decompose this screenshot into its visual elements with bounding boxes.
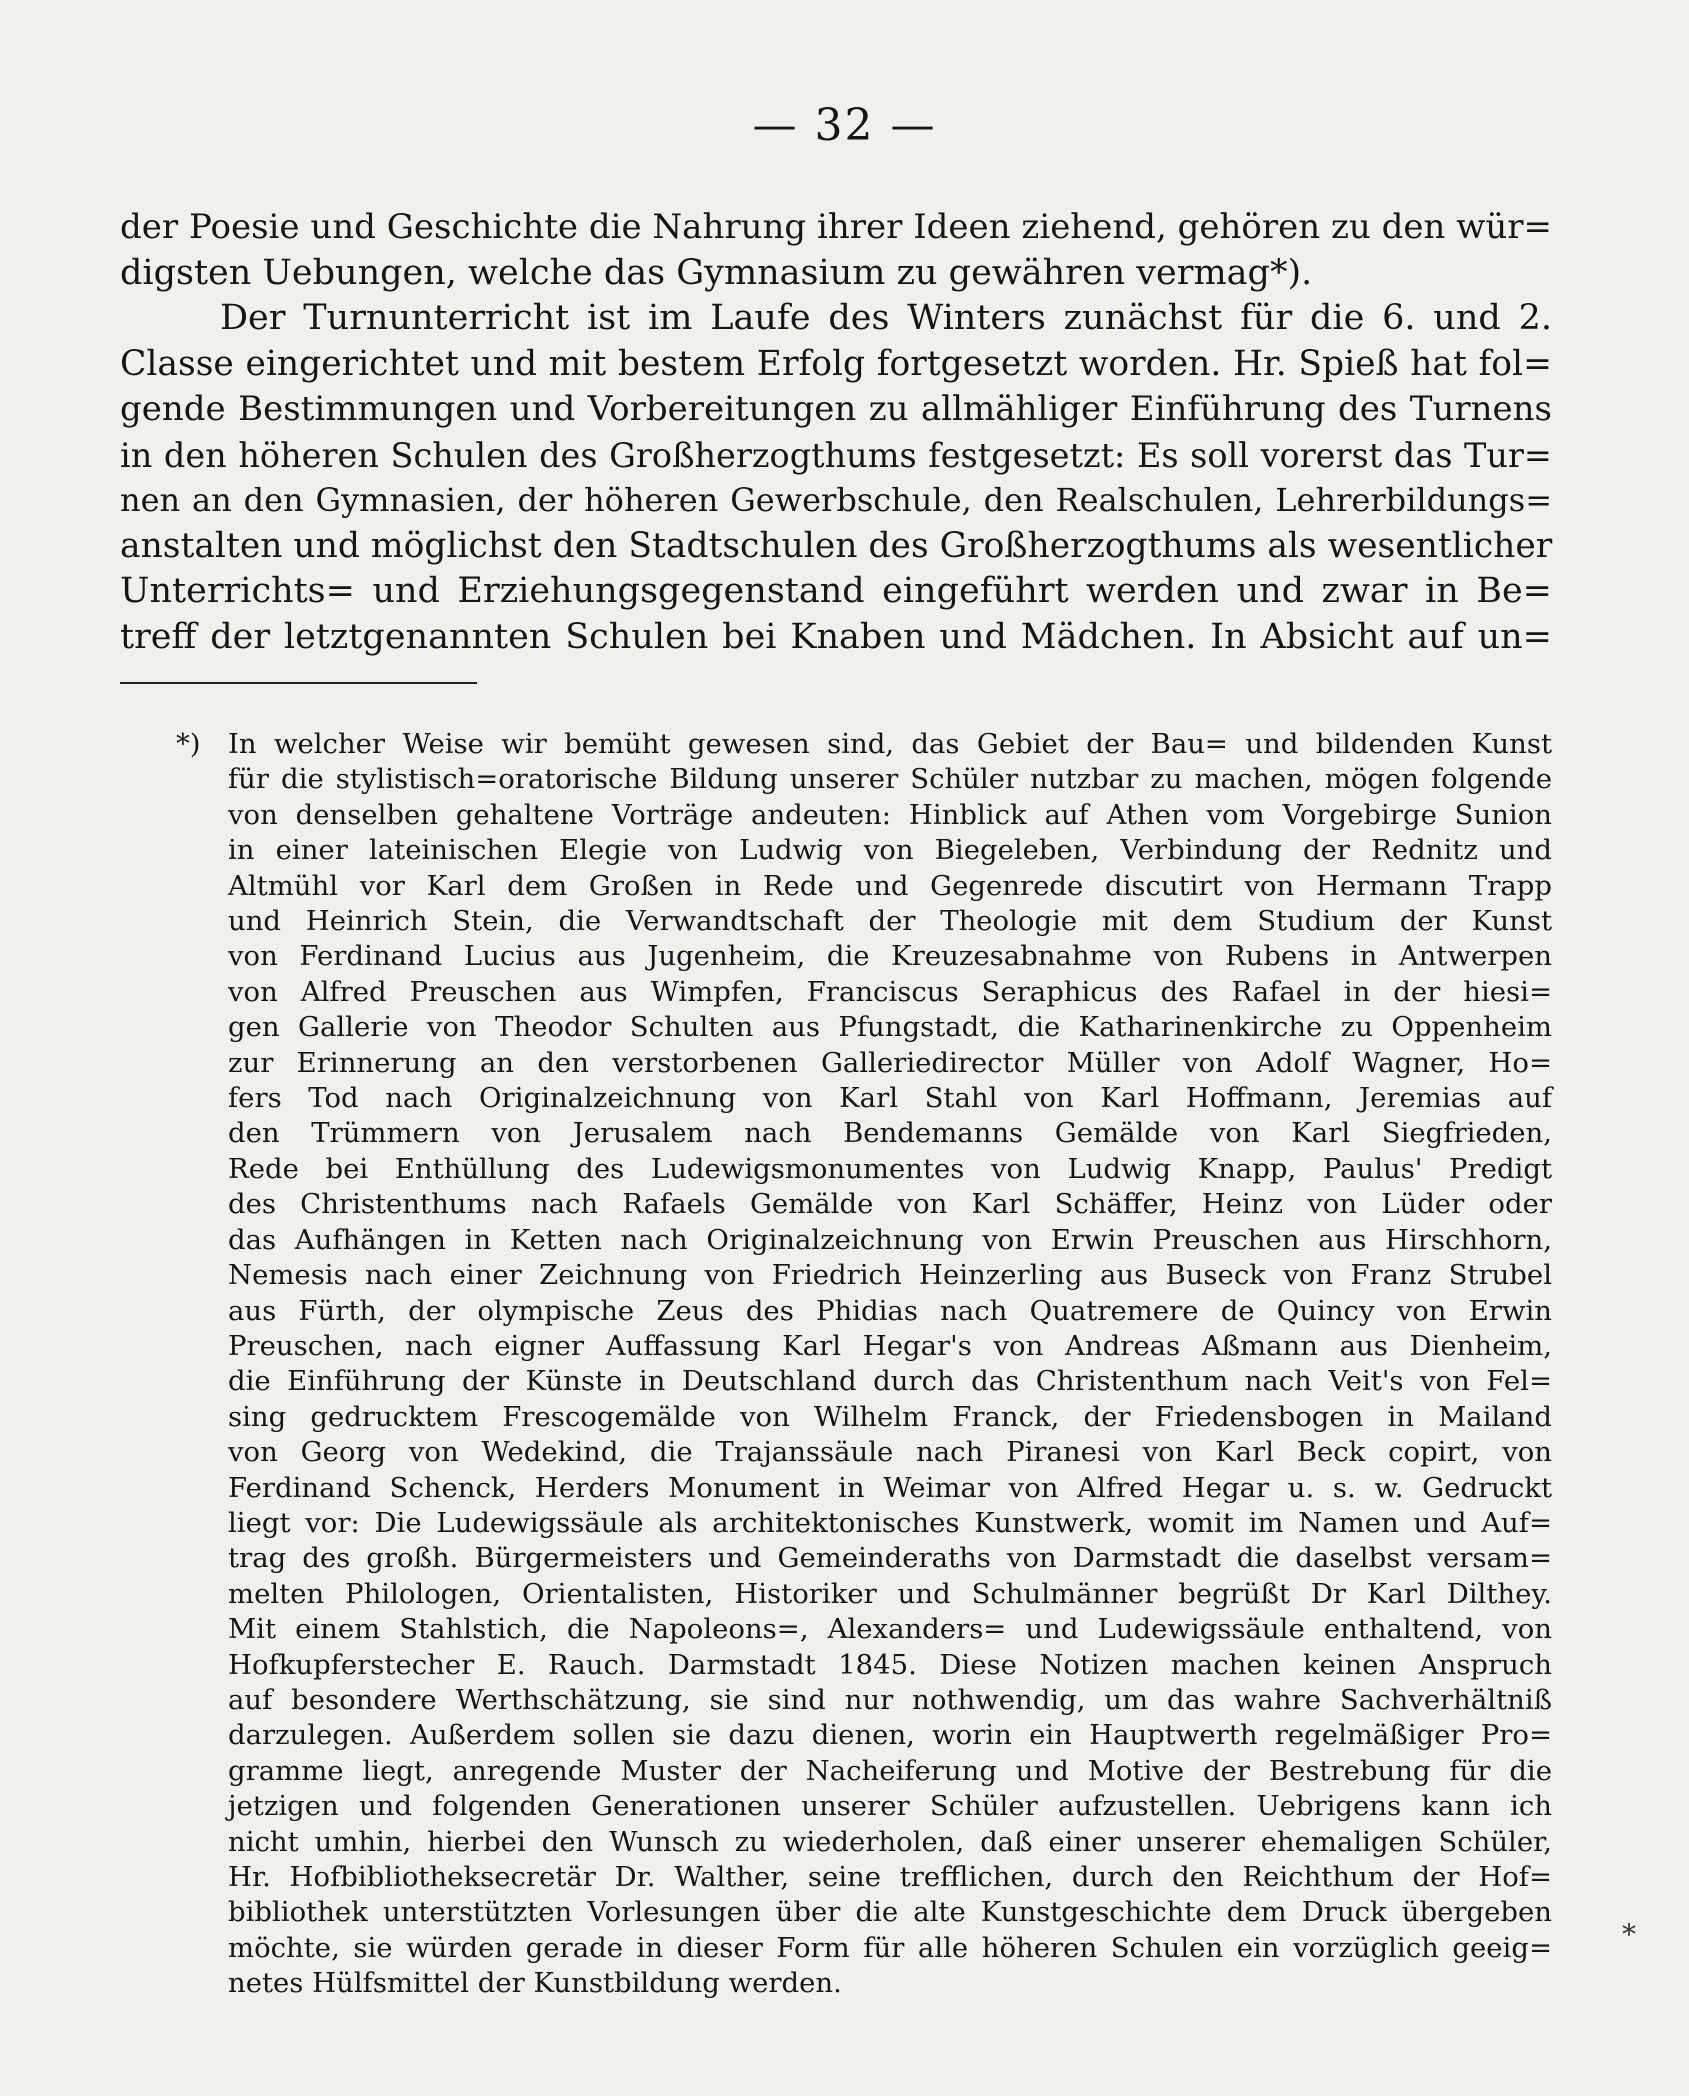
- footnote-line: In welcher Weise wir bemüht gewesen sind, das Gebiet der Bau= und bildenden Kunst: [228, 728, 1552, 760]
- footnote-line: auf besondere Werthschätzung, sie sind nur nothwendig, um das wahre Sachverhältniß: [228, 1683, 1552, 1716]
- main-text-line: Classe eingerichtet und mit bestem Erfolg fortgesetzt worden. Hr. Spieß hat fol=: [120, 343, 1552, 384]
- footnote-line: Nemesis nach einer Zeichnung von Friedrich Heinzerling aus Buseck von Franz Strubel: [228, 1259, 1552, 1292]
- footnote-line: die Einführung der Künste in Deutschland durch das Christenthum nach Veit's von Fel=: [228, 1365, 1552, 1398]
- main-text-line: treff der letztgenannten Schulen bei Knaben und Mädchen. In Absicht auf un=: [120, 616, 1552, 657]
- footnote-line: Mit einem Stahlstich, die Napoleons=, Alexanders= und Ludewigssäule enthaltend, von: [228, 1613, 1552, 1646]
- main-text-line: nen an den Gymnasien, der höheren Gewerbschule, den Realschulen, Lehrerbildungs=: [120, 481, 1552, 519]
- footnote-line: in einer lateinischen Elegie von Ludwig von Biegeleben, Verbindung der Rednitz und: [228, 834, 1552, 867]
- footnote-line: und Heinrich Stein, die Verwandtschaft der Theologie mit dem Studium der Kunst: [228, 905, 1552, 938]
- footnote-line: von Georg von Wedekind, die Trajanssäule nach Piranesi von Karl Beck copirt, von: [228, 1436, 1552, 1469]
- main-text-line: der Poesie und Geschichte die Nahrung ihrer Ideen ziehend, gehören zu den wür=: [120, 207, 1552, 247]
- page-number-header: — 32 —: [752, 100, 937, 151]
- main-text-line: Der Turnunterricht ist im Laufe des Winters zunächst für die 6. und 2.: [220, 298, 1552, 338]
- main-text-block: [120, 205, 1552, 660]
- footnote-line: das Aufhängen in Ketten nach Originalzeichnung von Erwin Preuschen aus Hirschhorn,: [228, 1223, 1552, 1256]
- footnote-line: den Trümmern von Jerusalem nach Bendemanns Gemälde von Karl Siegfrieden,: [228, 1117, 1552, 1150]
- footnote-line: bibliothek unterstützten Vorlesungen über die alte Kunstgeschichte dem Druck übergeben: [228, 1896, 1552, 1929]
- footnote-line: aus Fürth, der olympische Zeus des Phidias nach Quatremere de Quincy von Erwin: [228, 1294, 1552, 1327]
- footnote-marker: *): [176, 728, 201, 760]
- footnote-lines: [228, 727, 1552, 2002]
- footnote-line: von Ferdinand Lucius aus Jugenheim, die Kreuzesabnahme von Rubens in Antwerpen: [228, 940, 1552, 973]
- footnote-line: fers Tod nach Originalzeichnung von Karl Stahl von Karl Hoffmann, Jeremias auf: [228, 1082, 1552, 1115]
- footnote-line: Altmühl vor Karl dem Großen in Rede und Gegenrede discutirt von Hermann Trapp: [228, 869, 1552, 902]
- footnote-line: zur Erinnerung an den verstorbenen Galleriedirector Müller von Adolf Wagner, Ho=: [228, 1046, 1552, 1079]
- main-text-line: Unterrichts= und Erziehungsgegenstand eingeführt werden und zwar in Be=: [120, 571, 1552, 611]
- footnote-line: sing gedrucktem Frescogemälde von Wilhelm Franck, der Friedensbogen in Mailand: [228, 1400, 1552, 1433]
- footnote-line: gramme liegt, anregende Muster der Nacheiferung und Motive der Bestrebung für die: [228, 1754, 1552, 1787]
- footnote-line: nicht umhin, hierbei den Wunsch zu wiederholen, daß einer unserer ehemaligen Schüler,: [228, 1825, 1552, 1858]
- footnote-line: Hofkupferstecher E. Rauch. Darmstadt 1845. Diese Notizen machen keinen Anspruch: [228, 1648, 1552, 1681]
- footnote-line: jetzigen und folgenden Generationen unserer Schüler aufzustellen. Uebrigens kann ich: [228, 1790, 1552, 1823]
- footnote-line: melten Philologen, Orientalisten, Historiker und Schulmänner begrüßt Dr Karl Dilthey.: [228, 1577, 1552, 1610]
- footnote-line: für die stylistisch=oratorische Bildung unserer Schüler nutzbar zu machen, mögen folgende: [228, 763, 1552, 796]
- footnote-line: des Christenthums nach Rafaels Gemälde von Karl Schäffer, Heinz von Lüder oder: [228, 1188, 1552, 1221]
- footnote-line: Preuschen, nach eigner Auffassung Karl Hegar's von Andreas Aßmann aus Dienheim,: [228, 1329, 1552, 1362]
- footnote-line: trag des großh. Bürgermeisters und Gemeinderaths von Darmstadt die daselbst versam=: [228, 1542, 1552, 1575]
- corner-ink-mark: *: [1622, 1918, 1636, 1951]
- footnote-line: von denselben gehaltene Vorträge andeuten: Hinblick auf Athen vom Vorgebirge Sunion: [228, 798, 1552, 831]
- footnote-separator-rule: [120, 682, 477, 684]
- main-text-line: digsten Uebungen, welche das Gymnasium zu gewähren vermag*).: [120, 252, 1313, 293]
- main-text-line: gende Bestimmungen und Vorbereitungen zu allmähliger Einführung des Turnens: [120, 389, 1552, 429]
- main-text-line: in den höheren Schulen des Großherzogthums festgesetzt: Es soll vorerst das Tur=: [120, 435, 1552, 475]
- footnote-line: darzulegen. Außerdem sollen sie dazu dienen, worin ein Hauptwerth regelmäßiger Pro=: [228, 1719, 1552, 1752]
- footnote-line: Hr. Hofbibliotheksecretär Dr. Walther, seine trefflichen, durch den Reichthum der Hof=: [228, 1861, 1552, 1893]
- footnote-line: möchte, sie würden gerade in dieser Form für alle höheren Schulen ein vorzüglich geeig=: [228, 1931, 1552, 1964]
- main-text-line: anstalten und möglichst den Stadtschulen des Großherzogthums als wesentlicher: [120, 525, 1553, 566]
- footnote-line: liegt vor: Die Ludewigssäule als architektonisches Kunstwerk, womit im Namen und Auf=: [228, 1506, 1552, 1539]
- footnote-line: Ferdinand Schenck, Herders Monument in Weimar von Alfred Hegar u. s. w. Gedruckt: [228, 1471, 1552, 1504]
- footnote-line: gen Gallerie von Theodor Schulten aus Pfungstadt, die Katharinenkirche zu Oppenheim: [228, 1011, 1552, 1044]
- footnote-line: Rede bei Enthüllung des Ludewigsmonumentes von Ludwig Knapp, Paulus' Predigt: [228, 1152, 1552, 1185]
- footnote-line: netes Hülfsmittel der Kunstbildung werden.: [228, 1967, 842, 2000]
- footnote-block: [120, 727, 1552, 2002]
- footnote-line: von Alfred Preuschen aus Wimpfen, Franciscus Seraphicus des Rafael in der hiesi=: [228, 975, 1552, 1008]
